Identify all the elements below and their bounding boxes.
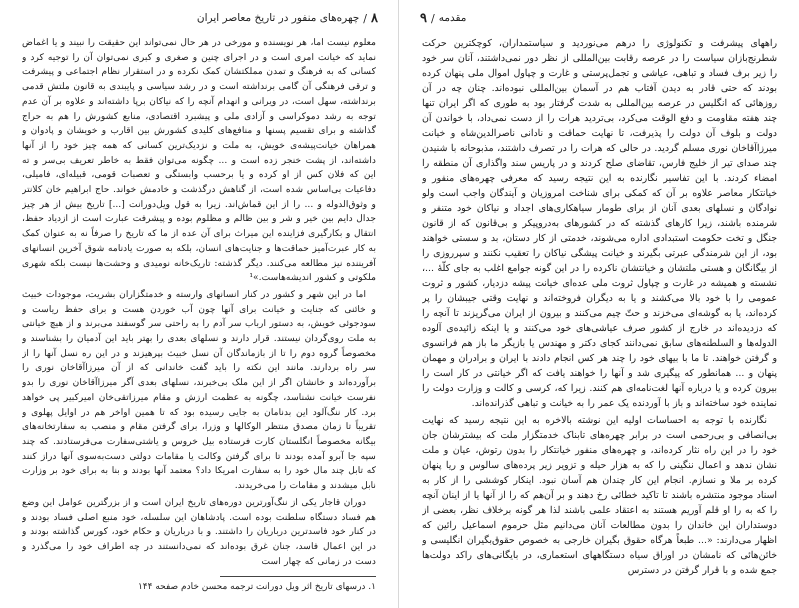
header-separator: / bbox=[363, 11, 368, 25]
paragraph: معلوم نیست اما، هر نویسنده و مورخی در هر حال نمی‌تواند این حقیقت را نبیند و یا اغماض نماید که خیانت امری است و در اجرای چنین و صغری و کبری نمی‌توان آن را توجیه کرد و کسانی که به فرهنگ و تمدن مملکتشان کمک نکرده و در استقرار نظام اجتماعی و پیشرفت و ترقی فرهنگی آن گامی برنداشته است و در رشد سیاسی و پایبندی به قانون ملتش قدمی برنداشته، سهل است، در ویرانی و انهدام آنچه را که نیاکان برپا داشته‌اند و علاوه بر آن عدم توجه به رشد دموکراسی و آزادی ملی و پیشبرد اقتصادی، منابع کشورش را هم به حراج گذاشته و برای تقسیم پسنها و منافع‌های کلیدی کشورش بین اقارب و خویشان و پادوان و همراهان خیانت‌پیشه‌ی خویش، به ملت و نزدیک‌ترین کسانی که همه چیز خود را از آنها داشته‌اند، از پشت خنجر زده است و ... چگونه می‌توان فقط به خاطر تعریف بی‌سر و ته این که فلان کس از او کرده و یا برحسب وابستگی و تعصبات قومی، قبیله‌ای، فامیلی، دفاعیات بی‌اساس شده است، از گناهش درگذشت و خادمش خواند. حاج ابراهیم خان کلانتر و وثوق‌الدوله و ... را از این قماش‌اند. زیرا به قول ویل‌دورانت [...] تاریخ بیش از هر چیز جدال دایم بین خیر و شر و بین ظالم و مظلوم بوده و پیشرفت عبارت است از ازدیاد حفظ، انتقال و بکارگیری فزاینده این میراث برای آن عده از ما که تاریخ را صرفاً نه به عنوان کمک به کار عبرت‌آمیز حماقت‌ها و جنایت‌های انسان، بلکه به صورت یادنامه شوق آخرین انسانهای آفریننده نیز مطالعه می‌کنند. دیگر گذشته: تاریک‌خانه نومیدی و وحشت‌ها نیست بلکه شهری ملکوتی و کشور اندیشه‌هاست.»¹ bbox=[22, 37, 376, 284]
right-page bbox=[400, 0, 799, 608]
paragraph: نگارنده با توجه به احساسات اولیه این نوشته بالاخره به این نتیجه رسید که نهایت بی‌انصافی و بی‌رحمی است در برابر چهره‌های تابناک خدمتگزار ملت که بیشترشان جان خود را در این راه نثار کرده‌اند، و چهره‌های منفور خیانتکار را بدون رتوش، عیان و ملت نشان ندهد و اعمال ننگینی را که به هزار حیله و تزویر زیر پرده‌های سالوس و ریا پنهان کرده بر ملا و نسازم. انجام این کار چندان هم آسان نبود. اینکار کوششی را از کار به اسناد موجود منتشره باشند تا تاکید خطائی رخ دهند و بر آن‌هم که را از آنها یا از اینان آنچه را که به را او قلم آوریم هستند به اعتقاد علمی باشند لذا هر گونه برخلاف نظر، بعضی از دوستداران این خاندان را بدون مطالعات آنان می‌دانیم مثل حرموم اسماعیل رائین که اظهار می‌دارند: «... طبعاً هرگاه حقوق بگیران خارجی به خصوص حقوق‌بگیران انگلیسی و خائن‌هائی که نامشان در اوراق سیاه دستگاههای استعماری، در بایگانی‌های راکد دولت‌ها جمع شده و با قرار گرفتن در دسترس bbox=[422, 415, 777, 576]
paragraph: دوران قاجار یکی از ننگ‌آورترین دوره‌های تاریخ ایران است و از بزرگترین عوامل این وضع هم فساد دستگاه سلطنت بوده است. پادشاهان این سلسله، خود منبع اصلی فساد بودند و در کنار خود فاسد‌ترین درباریان را داشتند. و با درباریان و حکام خود، کورس گذاشته بودند و در این اعمال فاسد، جنان غرق بوده‌اند که نمی‌دانستند در چه اطراف خود را می‌گذرد و دست در زمانی که چهار است bbox=[22, 496, 376, 567]
paragraph: اما در این شهر و کشور در کنار انسانهای وارسته و خدمتگزاران بشریت، موجودات خبیث و خائنی که جنایت و خیانت برای آنها چون آب خوردن هست و برای حفظ ریاست و سودجوئی خویش، به دستور ارباب سر آدم را به راحتی سر گوسفند می‌برند و از هیچ خیانتی به ملت روی‌گردان نیستند. قرار دارند و نسلهای بعدی را بهتر باید این آدمیان را بشناسند و مخصوصاً گروه دوم را تا از بازماندگان آن نسل خبیث بپرهیزند و در این ره نسل آنها را از سر راه بردارند. مانند این نکته را باید گفت خاندانی که از آن میرزاآقاخان نوری را برآورده‌اند و خانشان اگر از این ملک بی‌خبرند، نسلهای بعدی آگر میرزاآقاخان نوری را بدو نفرست خیانت نشناسد، چگونه به عظمت ارزش و مقام میرزاتقی‌خان امیرکبیر پی خواهد برد. کار ننگ‌آلود این بدنامان به جایی رسیده بود که تا همین اواخر هم در اوایل پهلوی و تقریباً تا زمان مصدق منتظر الوکالها و وزرا، برای گرفتن مقام و منصب به سفارتخانه‌های بیگانه مخصوصاً انگلستان کارت فرستاده بیل خروس و یاشتی‌سفارت می‌فرستادند. که چند سپه جا آبرو آمده بودند تا برای گرفتن وکالت یا مقامات دولتی دست‌به‌سوی آنها دراز کنند که تابل چند مال خود را به سفارت امریکا داد؟ معتمد آنها بودند و بنا به برای خود بر وزارت نابل میشدند و مقامات را می‌خریدند. bbox=[22, 288, 376, 492]
paragraph: راههای پیشرفت و تکنولوژی را درهم می‌نوردید و سیاستمداران، کوچکترین حرکت شطرنج‌بازان سیاست را در عرصه رقابت بین‌المللی از نظر دور نمی‌داشتند، آنان سر خود را زیر برف فساد و تباهی، عیاشی و تجمل‌پرستی و غارت و چپاول اموال ملی پنهان کرده بودند که حتی قادر به دیدن آفتاب هم در آسمان بین‌المللی نبوده‌اند. چنان چه در آن روزهائی که انگلیس در عرصه بین‌المللی به شدت گرفتار بود به طوری که اگر ایران تنها چند هفته مقاومت و دفع الوقت می‌کرد، بی‌تردید هرات را از دست نمی‌داد، با خواندن آن دولت و بلوف آن دولت را پذیرفت، تا نهایت حماقت و نادانی ناصرالدین‌شاه و خیانت میرزاآقاخان نوری مسلم گردید. در حالی که هرات را در تصرف داشتند، مذبوحانه با شنیدن چند صدای تیر از خلیج فارس، تقاضای صلح کردند و در پاریس سند واگذاری آن منطقه را امضاء کردند. با این تفاسیر نگارنده به این نتیجه رسید که معرفی چهره‌های منفور و خیانتکار معاصر علاوه بر آن که کمکی برای شناخت امروزیان و آیندگان واجب است ولو نوادگان و نسلهای بعدی آنان از برای طومار سیاهکاری‌های اجداد و نیاکان خود متنفر و شرمنده باشند، زیرا کارهای گذشته که در کشورهای به‌دروپیکر و بی‌قانون که از قانون جنگل و تخت حکومت استبدادی اداره می‌شوند، خدمتی از کار دستان، بد و سستی خواهند بود، از این شرمندگی عبرتی بگیرند و خیانت پیشگی نیاکان را تعقیب نکنند و سپرروزی را از بیگانگان و هستی ملتشان و خیانتشان ناکرده را در این گونه جوامع اغلب به جای کلّهٔ ...، نشسته و همیشه در غارت و چپاول ثروت ملی عده‌ای خیانت پیشه دزدیار، کشور و ثروت عمومی را با خود بالا می‌کشند و یا به دیگران فروخته‌اند و نهایت وقتی جیبشان را پر کرده‌اند، یا به گوشه‌ای می‌خزند و حتّ چیم می‌کنند و بیرون از ایران می‌گریزند تا آنچه را که دزدیده‌اند در خارج از کشور صرف عیاشی‌های خود می‌کنند و یا اینکه زائیده‌ی آلوده الدوله‌ها و السلطنه‌های سابق نمی‌دانند کجای دکتر و مهندس یا بازیگر ما باز هم فرانسوی و گرفتن خواهند. تا ما با بیهای خود را چند هر کس انجام دادند با ایران و برادران و مهمان پنهان و ... همانطور که پیگیری شد و آنها را خواهند یافت که اگر خیانتی در کار است را بیرون کرده و یا درباره آنها لغت‌نامه‌ای هم کنند. زیرا که، کرسی و کالت و وزارت دولت را نماینده خود ساخته‌اند و باز با آوردنده یک عمر را به خیانت و تباهی گذرانده‌اند. bbox=[422, 38, 777, 409]
footnote-divider bbox=[220, 576, 376, 577]
left-page-header bbox=[20, 8, 378, 28]
left-page-number: ۸ bbox=[371, 10, 378, 26]
left-page-body bbox=[22, 36, 376, 576]
footnote: ۱. درسهای تاریخ اثر ویل دورانت ترجمه محسن خادم صفحه ۱۴۴ bbox=[137, 582, 376, 592]
right-page-header bbox=[420, 8, 779, 28]
right-page-number: ۹ bbox=[420, 10, 427, 26]
left-page-title: چهره‌های منفور در تاریخ معاصر ایران bbox=[196, 12, 360, 24]
left-page bbox=[0, 0, 399, 608]
right-page-title: مقدمه bbox=[438, 12, 467, 24]
right-page-body bbox=[422, 36, 777, 596]
header-separator: / bbox=[430, 11, 435, 25]
